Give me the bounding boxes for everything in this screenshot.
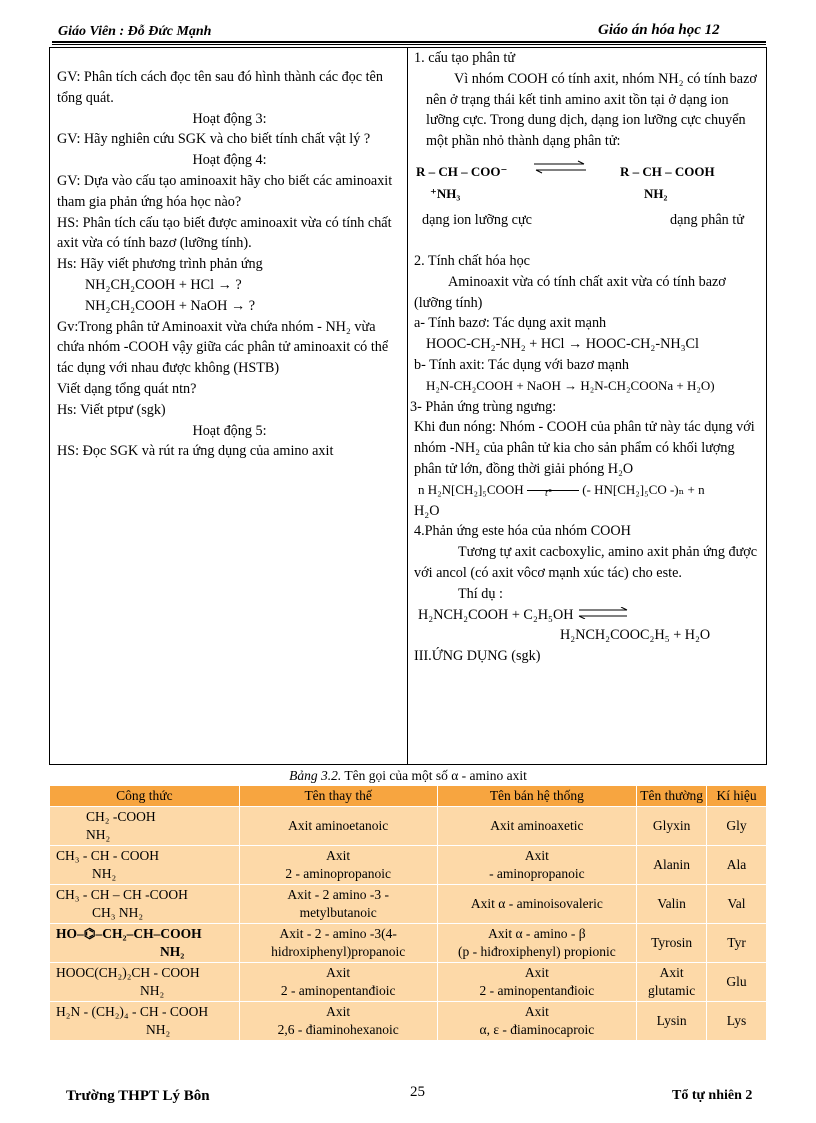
paragraph: a- Tính bazơ: Tác dụng axit mạnh	[414, 315, 607, 332]
column-header: Tên thường	[637, 786, 707, 807]
paragraph: Khi đun nóng: Nhóm - COOH của phân tử này tác dụng với nhóm -NH₂ của phân tử kia cho sản phẩm có khối lượng phân tử lớn, đồng thời giải phóng H₂O	[414, 419, 755, 477]
semisystematic-name: Axit aminoaxetic	[437, 807, 637, 846]
formula-cell: H₂N - (CH₂)₄ - CH - COOH NH₂	[50, 1002, 240, 1041]
header-rule	[52, 41, 766, 43]
common-name: Tyrosin	[637, 924, 707, 963]
semisystematic-name: Axit α - aminoisovaleric	[437, 885, 637, 924]
section-heading: III.ỨNG DỤNG (sgk)	[414, 648, 541, 665]
footer-department: Tổ tự nhiên 2	[672, 1088, 753, 1103]
common-name: Glyxin	[637, 807, 707, 846]
molecule-formula: R – CH – COOH	[620, 163, 715, 179]
eq-water: H₂O	[414, 502, 440, 519]
common-name: Axit glutamic	[637, 963, 707, 1002]
formula-cell: HOOC(CH₂)₂CH - COOH NH₂	[50, 963, 240, 1002]
left-text: GV: Phân tích cách đọc tên sau đó hình thành các đọc tên tổng quát.	[57, 69, 383, 106]
substitutive-name: Axit 2,6 - điaminohexanoic	[239, 1002, 437, 1041]
paragraph: Tương tự axit cacboxylic, amino axit phản ứng được với ancol (có axit vôcơ mạnh xúc tác) cho este.	[414, 544, 758, 581]
table-row	[50, 885, 767, 924]
table-row	[50, 1002, 767, 1041]
left-heading: Hoạt động 5:	[192, 422, 267, 439]
common-name: Alanin	[637, 846, 707, 885]
column-header: Tên bán hệ thống	[437, 786, 637, 807]
section-heading: 1. cấu tạo phân tử	[414, 50, 516, 66]
structure-equilibrium	[414, 152, 762, 210]
zwitterion-formula: R – CH – COO⁻	[416, 163, 508, 179]
eq-product: (- HN[CH₂]₅CO -)ₙ + n	[582, 481, 705, 497]
symbol: Val	[707, 885, 767, 924]
structure-labels	[414, 210, 762, 231]
paragraph: Vì nhóm COOH có tính axit, nhóm NH₂ có tính bazơ nên ở trạng thái kết tinh amino axit tồn tại ở dạng ion lưỡng cực. Trong dung dịch, dạng ion lưỡng cực chuyển một phần nhỏ thành dạng phân tử:	[426, 70, 757, 150]
table-caption: Bảng 3.2. Tên gọi của một số α - amino axit	[289, 768, 527, 783]
esterification-equation	[414, 605, 762, 626]
equation: H₂N-CH₂COOH + NaOH → H₂N-CH₂COONa + H₂O)	[426, 377, 715, 393]
left-heading: Hoạt động 3:	[192, 110, 267, 127]
symbol: Tyr	[707, 924, 767, 963]
semisystematic-name: Axit - aminopropanoic	[437, 846, 637, 885]
substitutive-name: Axit 2 - aminopropanoic	[239, 846, 437, 885]
formula-cell: CH₃ - CH - COOH NH₂	[50, 846, 240, 885]
substitutive-name: Axit aminoetanoic	[239, 807, 437, 846]
equilibrium-arrows-icon	[532, 160, 588, 174]
equilibrium-arrows-icon	[577, 607, 629, 619]
section-heading: 3- Phản ứng trùng ngưng:	[410, 398, 557, 415]
paragraph: b- Tính axit: Tác dụng với bazơ mạnh	[414, 356, 630, 373]
amino-acid-table	[49, 785, 767, 1041]
substitutive-name: Axit - 2 amino -3 - metylbutanoic	[239, 885, 437, 924]
right-column	[410, 48, 762, 667]
example-label: Thí dụ :	[458, 585, 503, 602]
column-divider	[407, 47, 408, 765]
semisystematic-name: Axit α - amino - β (p - hiđroxiphenyl) propionic	[437, 924, 637, 963]
left-column	[57, 67, 402, 462]
substitutive-name: Axit - 2 - amino -3(4- hidroxiphenyl)propanoic	[239, 924, 437, 963]
symbol: Ala	[707, 846, 767, 885]
left-text: HS: Đọc SGK và rút ra ứng dụng của amino axit	[57, 443, 334, 460]
column-header: Kí hiệu	[707, 786, 767, 807]
symbol: Glu	[707, 963, 767, 1002]
label-molecule: dạng phân tử	[670, 211, 744, 228]
symbol: Lys	[707, 1002, 767, 1041]
left-text: HS: Phân tích cấu tạo biết được aminoaxit vừa có tính chất axit vừa có tính bazơ (lưỡng tính).	[57, 214, 392, 252]
semisystematic-name: Axit 2 - aminopentanđioic	[437, 963, 637, 1002]
zwitterion-nh3: ⁺NH₃	[430, 185, 461, 201]
ester-products: H₂NCH₂COOC₂H₅ + H₂O	[560, 627, 711, 644]
left-text: Hs: Hãy viết phương trình phản ứng	[57, 256, 263, 273]
left-equation: NH₂CH₂COOH + HCl → ?	[85, 276, 242, 293]
semisystematic-name: Axit α, ε - điaminocaproic	[437, 1002, 637, 1041]
formula-cell: HO–⌬–CH₂–CH–COOH NH₂	[50, 924, 240, 963]
footer-school: Trường THPT Lý Bôn	[66, 1088, 210, 1104]
column-header: Công thức	[50, 786, 240, 807]
left-text: GV: Hãy nghiên cứu SGK và cho biết tính chất vật lý ?	[57, 131, 371, 148]
table-row	[50, 924, 767, 963]
paragraph: Aminoaxit vừa có tính chất axit vừa có tính bazơ (lưỡng tính)	[414, 273, 726, 311]
header-rule-thin	[52, 44, 766, 45]
table-row	[50, 846, 767, 885]
common-name: Lysin	[637, 1002, 707, 1041]
eq-reactant: n H₂N[CH₂]₅COOH	[418, 481, 524, 497]
formula-cell: CH₂ -COOH NH₂	[50, 807, 240, 846]
common-name: Valin	[637, 885, 707, 924]
equation: HOOC-CH₂-NH₂ + HCl → HOOC-CH₂-NH₃Cl	[426, 336, 699, 353]
table-row	[50, 807, 767, 846]
label-zwitterion: dạng ion lưỡng cực	[422, 211, 532, 228]
section-heading: 4.Phản ứng este hóa của nhóm COOH	[414, 523, 631, 540]
left-text: Hs: Viết ptpư (sgk)	[57, 401, 166, 418]
symbol: Gly	[707, 807, 767, 846]
left-text: Viết dạng tổng quát ntn?	[57, 380, 197, 397]
polymerization-equation: n H₂N[CH₂]₅COOH t° (- HN[CH₂]₅CO -)ₙ + n	[418, 481, 705, 499]
formula-cell: CH₃ - CH – CH -COOH CH₃ NH₂	[50, 885, 240, 924]
left-text: Gv:Trong phân tử Aminoaxit vừa chứa nhóm - NH₂ vừa chứa nhóm -COOH vậy giữa các phân tử aminoaxit có thể tác dụng với nhau được không (HSTB)	[57, 318, 389, 377]
molecule-nh2: NH₂	[644, 185, 668, 201]
substitutive-name: Axit 2 - aminopentanđioic	[239, 963, 437, 1002]
column-header: Tên thay thế	[239, 786, 437, 807]
left-equation: NH₂CH₂COOH + NaOH → ?	[85, 297, 256, 314]
left-heading: Hoạt động 4:	[192, 152, 267, 169]
table-row	[50, 963, 767, 1002]
header-right: Giáo án hóa học 12	[598, 22, 720, 38]
ester-reactants: H₂NCH₂COOH + C₂H₅OH	[418, 606, 574, 623]
section-heading: 2. Tính chất hóa học	[414, 252, 530, 269]
header-left: Giáo Viên : Đỗ Đức Mạnh	[58, 24, 212, 39]
page-number: 25	[410, 1084, 425, 1100]
left-text: GV: Dựa vào cấu tạo aminoaxit hãy cho biết các aminoaxit tham gia phản ứng hóa học nào?	[57, 172, 393, 210]
